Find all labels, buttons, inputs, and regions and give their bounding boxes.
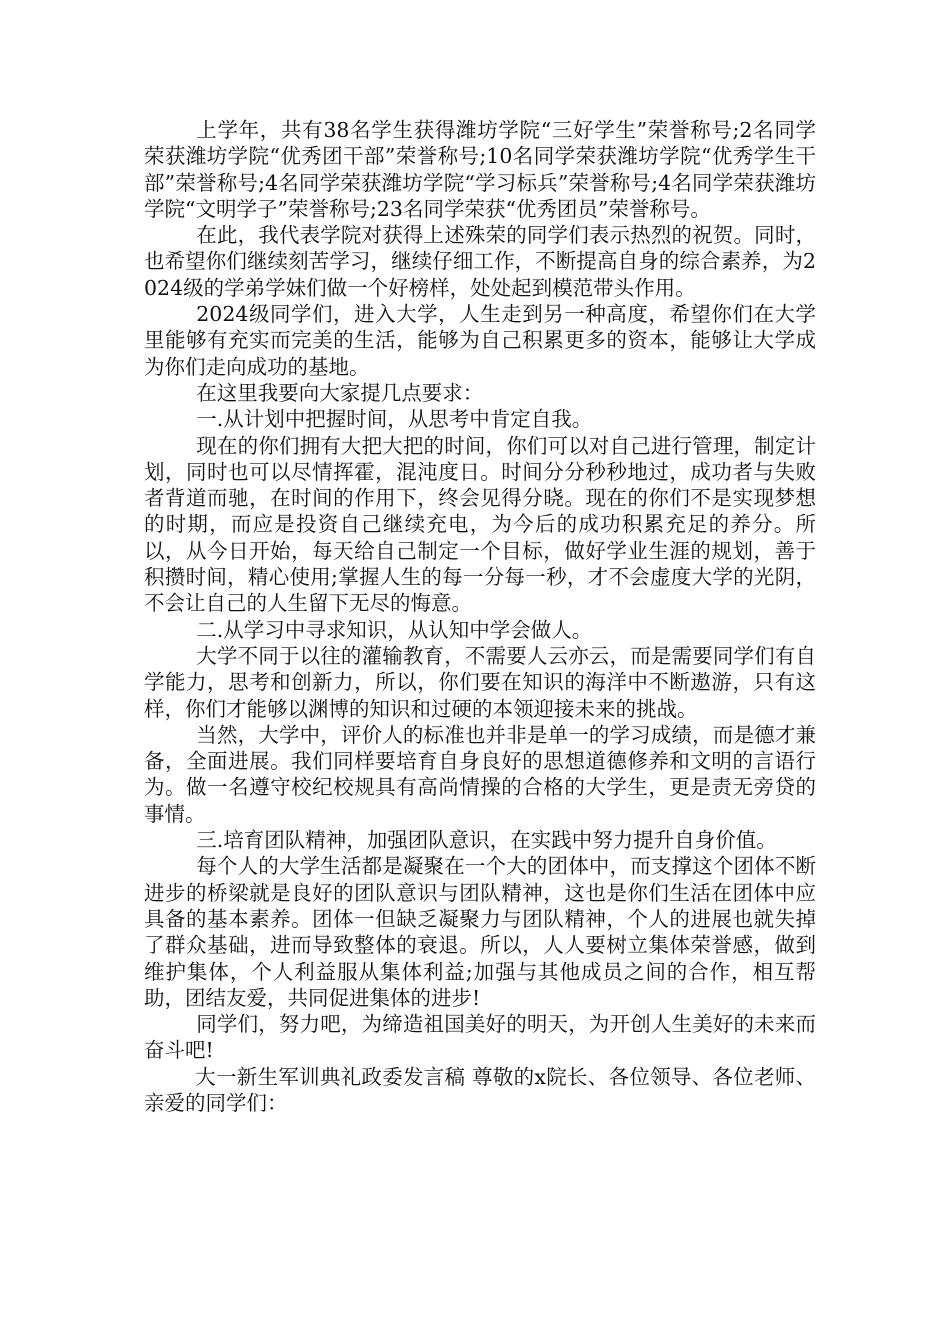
paragraph-self-learning: 大学不同于以往的灌输教育，不需要人云亦云，而是需要同学们有自学能力，思考和创新力，所以，你们要在知识的海洋中不断遨游，只有这样，你们才能够以渊博的知识和过硬的本领迎接未来的挑战。 <box>144 643 816 721</box>
document-body <box>144 117 816 1116</box>
paragraph-closing: 同学们，努力吧，为缔造祖国美好的明天，为开创人生美好的未来而奋斗吧! <box>144 1012 816 1063</box>
paragraph-requirements-intro: 在这里我要向大家提几点要求： <box>196 380 484 405</box>
paragraph-moral-character: 当然，大学中，评价人的标准也并非是单一的学习成绩，而是德才兼备，全面进展。我们同样要培育自身良好的思想道德修养和文明的言语行为。做一名遵守校纪校规具有高尚情操的合格的大学生，更是责无旁贷的事情。 <box>144 722 816 826</box>
paragraph-next-speech-title: 大一新生军训典礼政委发言稿 尊敬的x院长、各位领导、各位老师、亲爱的同学们： <box>144 1064 816 1115</box>
heading-point-two: 二.从学习中寻求知识，从认知中学会做人。 <box>196 617 593 642</box>
paragraph-welcome-2024: 2024级同学们，进入大学，人生走到另一种高度，希望你们在大学里能够有充实而完美的生活，能够为自己积累更多的资本，能够让大学成为你们走向成功的基地。 <box>144 302 816 379</box>
paragraph-honors: 上学年，共有38名学生获得潍坊学院“三好学生”荣誉称号;2名同学荣获潍坊学院“优秀团干部”荣誉称号;10名同学荣获潍坊学院“优秀学生干部”荣誉称号;4名同学荣获潍坊学院“学习标兵”荣誉称号;4名同学荣获潍坊学院“文明学子”荣誉称号;23名同学荣获“优秀团员”荣誉称号。 <box>144 118 816 221</box>
paragraph-time-management: 现在的你们拥有大把大把的时间，你们可以对自己进行管理，制定计划，同时也可以尽情挥霍，混沌度日。时间分分秒秒地过，成功者与失败者背道而驰，在时间的作用下，终会见得分晓。现在的你们不是实现梦想的时期，而应是投资自己继续充电，为今后的成功积累充足的养分。所以，从今日开始，每天给自己制定一个目标，做好学业生涯的规划，善于积攒时间，精心使用;掌握人生的每一分每一秒，才不会虚度大学的光阴，不会让自己的人生留下无尽的悔意。 <box>144 433 816 616</box>
paragraph-congratulations: 在此，我代表学院对获得上述殊荣的同学们表示热烈的祝贺。同时，也希望你们继续刻苦学习，继续仔细工作，不断提高自身的综合素养，为2024级的学弟学妹们做一个好榜样，处处起到模范带头作用。 <box>144 223 816 300</box>
heading-point-three: 三.培育团队精神，加强团队意识，在实践中努力提升自身价值。 <box>196 828 777 853</box>
heading-point-one: 一.从计划中把握时间，从思考中肯定自我。 <box>196 407 593 432</box>
paragraph-team-spirit: 每个人的大学生活都是凝聚在一个大的团体中，而支撑这个团体不断进步的桥梁就是良好的团队意识与团队精神，这也是你们生活在团体中应具备的基本素养。团体一但缺乏凝聚力与团队精神，个人的进展也就失掉了群众基础，进而导致整体的衰退。所以，人人要树立集体荣誉感，做到维护集体，个人利益服从集体利益;加强与其他成员之间的合作，相互帮助，团结友爱，共同促进集体的进步! <box>144 854 816 1010</box>
